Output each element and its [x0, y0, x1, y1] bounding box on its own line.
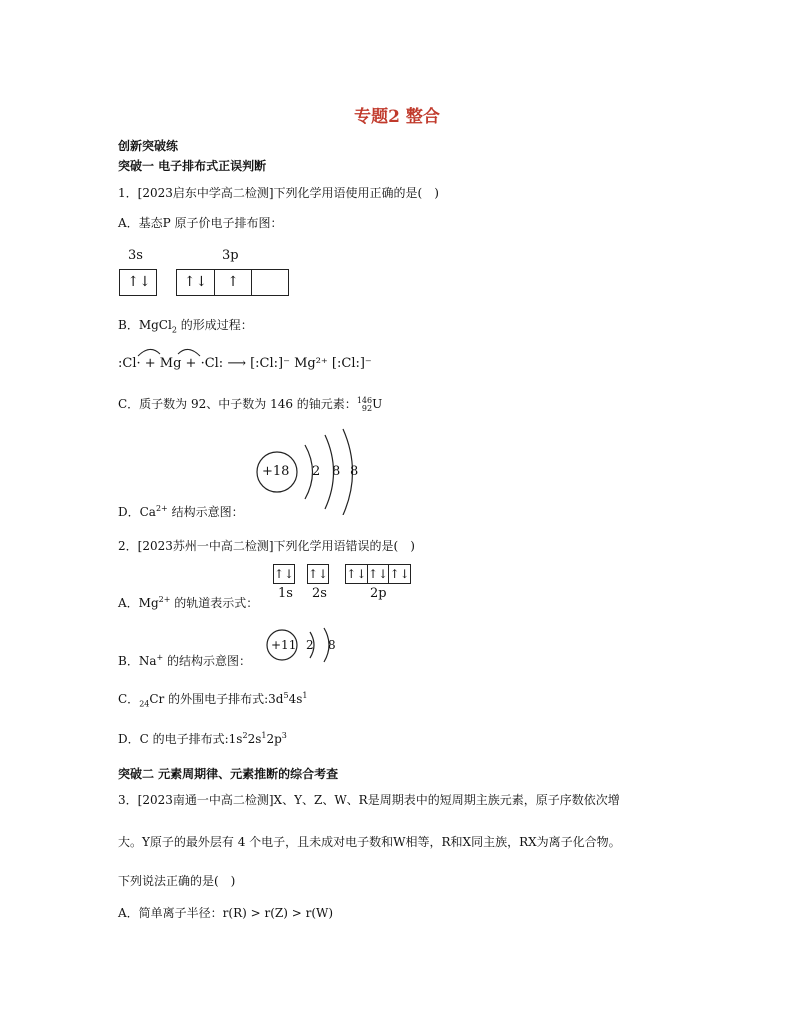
q1-c-symbol: U [372, 397, 383, 411]
page-title: 专题2 整合 [354, 107, 440, 127]
q1-d-shell: 8 [332, 464, 341, 479]
q2-stem: 2．[2023苏州一中高二检测]下列化学用语错误的是( ) [118, 539, 415, 553]
q3-line1: 3．[2023南通一中高二检测]X、Y、Z、W、R是周期表中的短周期主族元素，原子序数依次增 [118, 793, 620, 807]
q1-orbital-3s [119, 269, 157, 296]
q2-b-nucleus: +11 [271, 638, 297, 652]
q2-b-shell: 8 [328, 638, 336, 652]
q2-orbital-cell: ↑↓ [389, 567, 410, 581]
q2-orbital-2s [307, 564, 329, 584]
part2-heading: 突破二 元素周期律、元素推断的综合考查 [118, 767, 339, 781]
q2-label-2p: 2p [370, 586, 387, 601]
q1-c-text: C．质子数为 92、中子数为 146 的铀元素： [118, 397, 357, 411]
q1-orbital-3p-cell [252, 270, 288, 295]
q2-d-sup: 2 [242, 731, 248, 740]
q1-d-suffix: 结构示意图： [167, 505, 244, 519]
q2-c-mid: Cr 的外围电子排布式:3d [149, 692, 284, 706]
part1-heading: 突破一 电子排布式正误判断 [118, 159, 267, 173]
q2-option-c [118, 690, 307, 708]
q1-b-formula: :Cl· + Mg + ·Cl: ⟶ [:Cl:]⁻ Mg²⁺ [:Cl:]⁻ [118, 356, 372, 371]
q3-option-a: A．简单离子半径：r(R) > r(Z) > r(W) [118, 906, 334, 920]
q1-b-suffix: 的形成过程： [176, 318, 253, 332]
q2-a-prefix: A．Mg [118, 596, 159, 610]
q3-line3: 下列说法正确的是( ) [118, 874, 236, 888]
q1-d-sup: 2+ [155, 504, 168, 513]
q2-orbital-cell: ↑↓ [346, 567, 367, 581]
q1-orbital-3p [176, 269, 289, 296]
q1-option-d [118, 503, 244, 520]
q2-orbital-cell: ↑↓ [308, 567, 329, 581]
q3-line2: 大。Y原子的最外层有 4 个电子，且未成对电子数和W相等，R和X同主族，RX为离子化合物。 [118, 835, 621, 849]
q1-label-3s: 3s [128, 248, 143, 263]
q2-b-suffix: 的结构示意图： [163, 654, 252, 668]
q2-d-prefix: D．C 的电子排布式:1s [118, 732, 243, 746]
q2-b-prefix: B．Na [118, 654, 157, 668]
q1-option-c [118, 395, 382, 413]
q1-label-3p: 3p [222, 248, 239, 263]
q2-b-shell: 2 [306, 638, 314, 652]
q2-option-a [118, 594, 258, 611]
q2-c-sup: 1 [302, 691, 308, 700]
q2-d-sup: 1 [261, 731, 267, 740]
q2-b-sup: + [156, 653, 164, 662]
q2-label-2s: 2s [312, 586, 327, 601]
q1-d-nucleus: +18 [262, 464, 290, 479]
q2-option-d [118, 730, 287, 747]
q1-c-nuclide-numbers [357, 397, 372, 413]
q2-c-prefix: C． [118, 692, 140, 706]
q2-option-b [118, 652, 251, 669]
q1-option-b [118, 316, 253, 334]
q2-orbital-2p [345, 564, 411, 584]
q1-d-prefix: D．Ca [118, 505, 156, 519]
q2-d-sup: 3 [281, 731, 287, 740]
q2-c-mid2: 4s [288, 692, 303, 706]
q2-a-suffix: 的轨道表示式： [170, 596, 259, 610]
q1-b-sub: 2 [171, 325, 177, 335]
q2-d-mid: 2s [247, 732, 262, 746]
q1-d-shell: 8 [350, 464, 359, 479]
q1-c-mass: 146 [356, 395, 373, 405]
q2-d-mid: 2p [266, 732, 282, 746]
q1-option-a: A．基态P 原子价电子排布图： [118, 216, 283, 230]
q2-a-sup: 2+ [158, 595, 171, 604]
q1-d-shell: 2 [312, 464, 321, 479]
q2-orbital-cell: ↑↓ [274, 567, 295, 581]
q2-label-1s: 1s [278, 586, 293, 601]
q2-c-sup: 5 [283, 691, 289, 700]
q2-orbital-cell: ↑↓ [367, 567, 389, 581]
section-heading: 创新突破练 [118, 139, 179, 153]
q1-b-prefix: B．MgCl [118, 318, 172, 332]
q1-orbital-3p-cell: ↑↓ [177, 270, 215, 295]
q1-c-atomic: 92 [361, 403, 373, 413]
q1-orbital-3p-cell: ↑ [215, 270, 252, 295]
q1-orbital-3s-cell: ↑↓ [127, 274, 151, 290]
q2-c-sub: 24 [139, 699, 150, 709]
q2-orbital-1s [273, 564, 295, 584]
q1-stem: 1．[2023启东中学高二检测]下列化学用语使用正确的是( ) [118, 186, 439, 200]
electron-transfer-arrows [130, 344, 210, 360]
